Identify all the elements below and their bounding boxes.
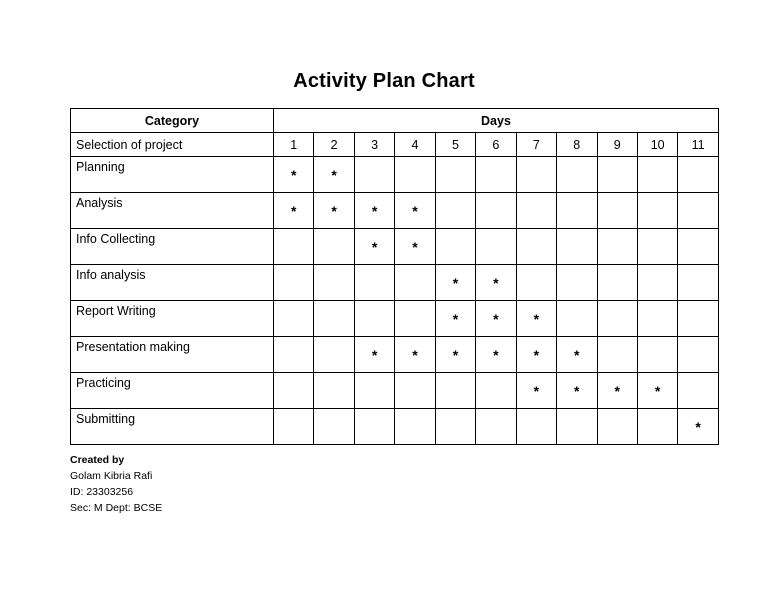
day-number-cell: 7: [516, 133, 556, 157]
empty-cell: [557, 301, 597, 337]
empty-cell: [395, 373, 435, 409]
empty-cell: [516, 229, 556, 265]
empty-cell: [354, 301, 394, 337]
empty-cell: [314, 337, 354, 373]
activity-label: Planning: [71, 157, 274, 193]
category-header: Category: [71, 109, 274, 133]
activity-mark: *: [597, 373, 637, 409]
author-name: Golam Kibria Rafi: [70, 470, 153, 482]
empty-cell: [637, 157, 677, 193]
activity-mark: *: [395, 193, 435, 229]
empty-cell: [597, 157, 637, 193]
activity-mark: *: [314, 193, 354, 229]
empty-cell: [637, 409, 677, 445]
empty-cell: [314, 409, 354, 445]
empty-cell: [476, 409, 516, 445]
activity-label: Practicing: [71, 373, 274, 409]
activity-mark: *: [354, 337, 394, 373]
empty-cell: [435, 409, 475, 445]
author-section: Sec: M Dept: BCSE: [70, 502, 163, 514]
activity-mark: *: [678, 409, 719, 445]
empty-cell: [516, 409, 556, 445]
empty-cell: [637, 301, 677, 337]
empty-cell: [637, 229, 677, 265]
empty-cell: [314, 265, 354, 301]
empty-cell: [476, 157, 516, 193]
empty-cell: [435, 193, 475, 229]
empty-cell: [476, 193, 516, 229]
table-row: [71, 229, 719, 265]
activity-mark: *: [516, 373, 556, 409]
activity-mark: *: [354, 193, 394, 229]
empty-cell: [274, 265, 314, 301]
activity-mark: *: [395, 229, 435, 265]
empty-cell: [597, 409, 637, 445]
empty-cell: [516, 265, 556, 301]
empty-cell: [678, 337, 719, 373]
activity-label: Presentation making: [71, 337, 274, 373]
empty-cell: [557, 229, 597, 265]
empty-cell: [476, 373, 516, 409]
activity-mark: *: [435, 265, 475, 301]
row-label: Selection of project: [71, 133, 274, 157]
empty-cell: [597, 337, 637, 373]
empty-cell: [637, 337, 677, 373]
empty-cell: [354, 265, 394, 301]
empty-cell: [395, 157, 435, 193]
table-header-row: [71, 109, 719, 133]
days-header: Days: [274, 109, 719, 133]
activity-label: Submitting: [71, 409, 274, 445]
activity-mark: *: [637, 373, 677, 409]
activity-mark: *: [476, 301, 516, 337]
activity-mark: *: [516, 337, 556, 373]
activity-mark: *: [516, 301, 556, 337]
activity-mark: *: [557, 373, 597, 409]
activity-label: Info analysis: [71, 265, 274, 301]
activity-mark: *: [274, 193, 314, 229]
day-number-cell: 6: [476, 133, 516, 157]
day-number-cell: 10: [637, 133, 677, 157]
day-number-cell: 2: [314, 133, 354, 157]
empty-cell: [314, 229, 354, 265]
day-number-cell: 3: [354, 133, 394, 157]
empty-cell: [435, 157, 475, 193]
table-row: [71, 409, 719, 445]
empty-cell: [314, 373, 354, 409]
day-number-cell: 4: [395, 133, 435, 157]
empty-cell: [395, 265, 435, 301]
activity-plan-table: [70, 108, 719, 445]
table-row: [71, 157, 719, 193]
empty-cell: [435, 373, 475, 409]
empty-cell: [274, 301, 314, 337]
empty-cell: [557, 193, 597, 229]
created-by-label: Created by: [70, 454, 125, 466]
activity-mark: *: [395, 337, 435, 373]
empty-cell: [678, 301, 719, 337]
day-number-cell: 5: [435, 133, 475, 157]
empty-cell: [678, 373, 719, 409]
activity-mark: *: [557, 337, 597, 373]
empty-cell: [516, 193, 556, 229]
empty-cell: [274, 373, 314, 409]
empty-cell: [678, 229, 719, 265]
empty-cell: [557, 265, 597, 301]
empty-cell: [354, 373, 394, 409]
empty-cell: [435, 229, 475, 265]
activity-mark: *: [435, 301, 475, 337]
empty-cell: [597, 265, 637, 301]
activity-mark: *: [314, 157, 354, 193]
author-id: ID: 23303256: [70, 486, 134, 498]
empty-cell: [274, 409, 314, 445]
activity-mark: *: [476, 265, 516, 301]
table-row: [71, 373, 719, 409]
activity-label: Info Collecting: [71, 229, 274, 265]
empty-cell: [637, 265, 677, 301]
activity-mark: *: [354, 229, 394, 265]
empty-cell: [637, 193, 677, 229]
day-number-cell: 11: [678, 133, 719, 157]
empty-cell: [395, 301, 435, 337]
empty-cell: [557, 157, 597, 193]
activity-label: Analysis: [71, 193, 274, 229]
day-number-cell: 8: [557, 133, 597, 157]
credit-block: [70, 452, 162, 516]
empty-cell: [395, 409, 435, 445]
activity-mark: *: [274, 157, 314, 193]
empty-cell: [354, 157, 394, 193]
empty-cell: [516, 157, 556, 193]
empty-cell: [597, 301, 637, 337]
day-number-row: [71, 133, 719, 157]
empty-cell: [597, 229, 637, 265]
activity-mark: *: [435, 337, 475, 373]
empty-cell: [678, 193, 719, 229]
empty-cell: [274, 337, 314, 373]
empty-cell: [678, 157, 719, 193]
empty-cell: [314, 301, 354, 337]
table-row: [71, 193, 719, 229]
empty-cell: [274, 229, 314, 265]
table-row: [71, 301, 719, 337]
table-row: [71, 337, 719, 373]
empty-cell: [597, 193, 637, 229]
activity-mark: *: [476, 337, 516, 373]
empty-cell: [557, 409, 597, 445]
empty-cell: [678, 265, 719, 301]
empty-cell: [476, 229, 516, 265]
day-number-cell: 1: [274, 133, 314, 157]
table-row: [71, 265, 719, 301]
page-title: Activity Plan Chart: [293, 70, 475, 92]
activity-label: Report Writing: [71, 301, 274, 337]
empty-cell: [354, 409, 394, 445]
day-number-cell: 9: [597, 133, 637, 157]
